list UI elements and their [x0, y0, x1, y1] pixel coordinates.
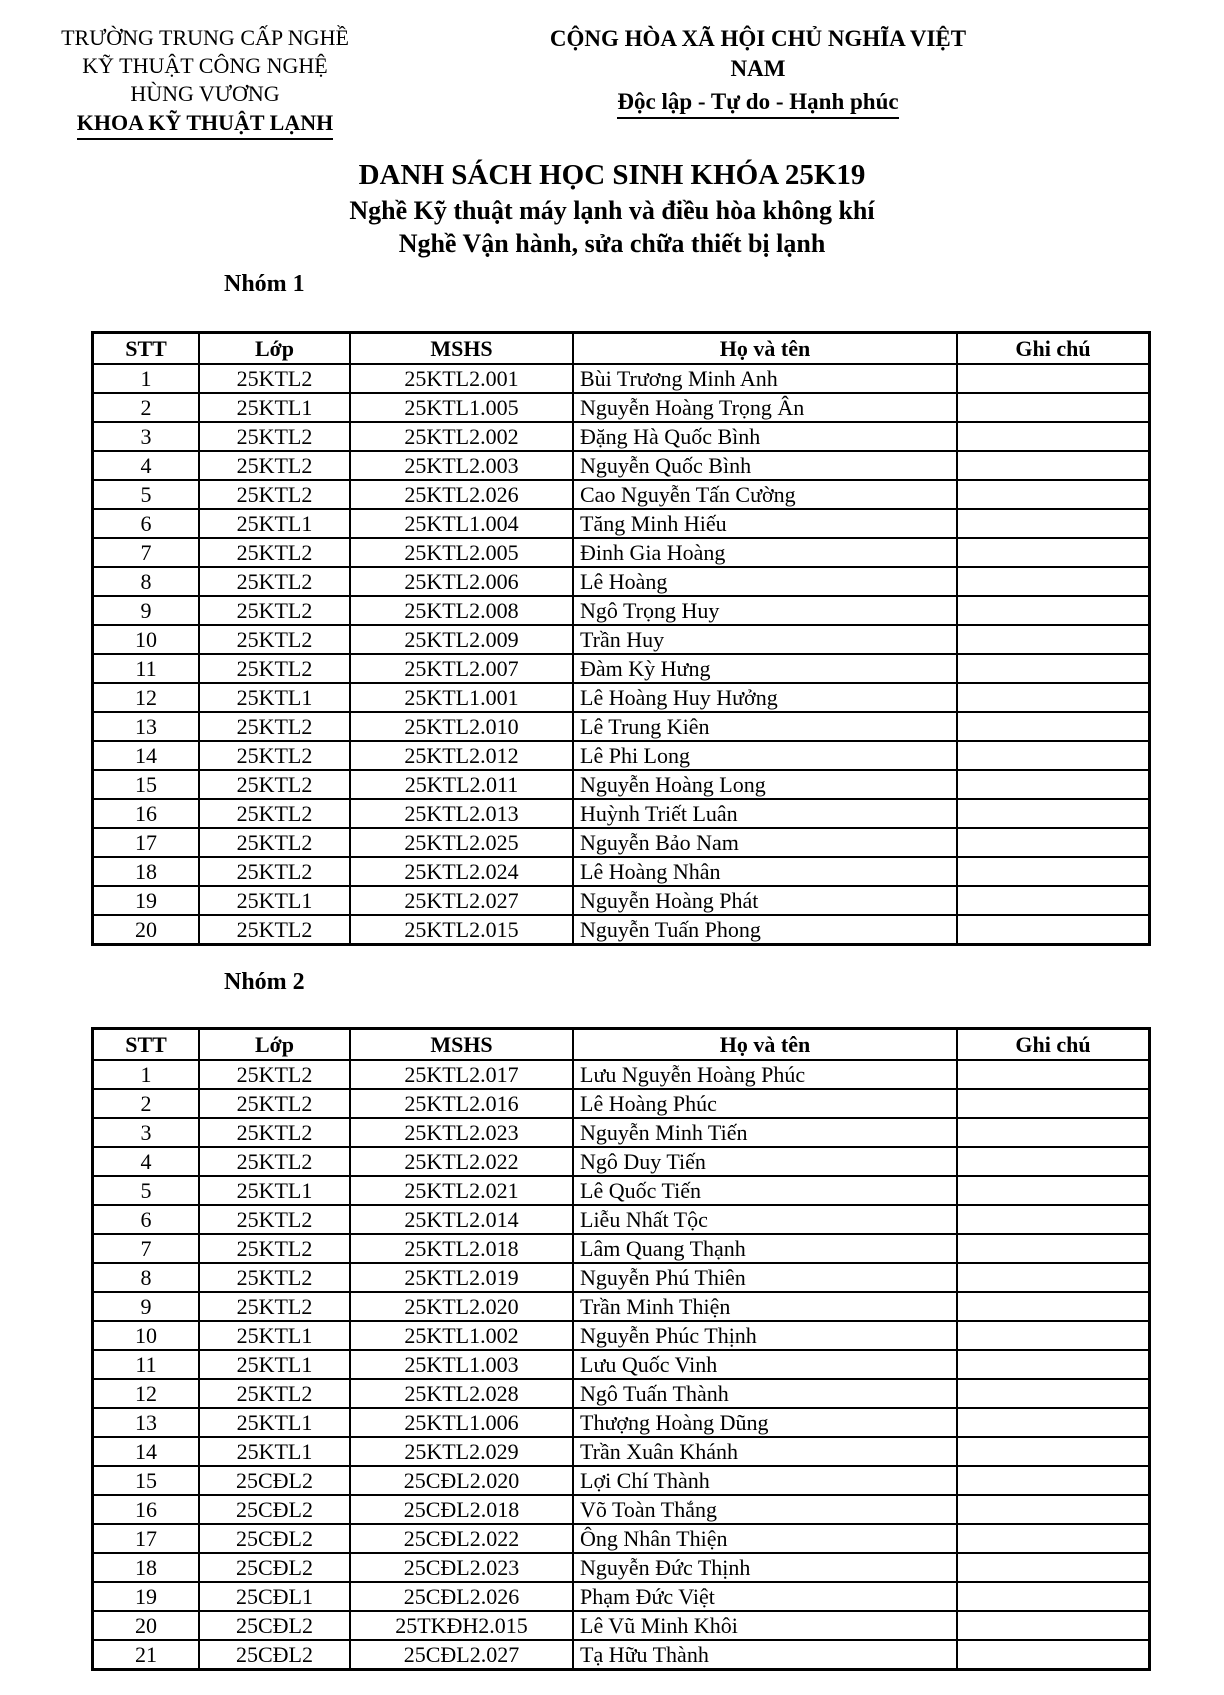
cell-student-id: 25CĐL2.023 [350, 1553, 573, 1582]
cell-note [957, 422, 1150, 451]
cell-note [957, 799, 1150, 828]
cell-stt: 19 [93, 1582, 200, 1611]
student-table-group-1 [91, 331, 1151, 946]
cell-stt: 2 [93, 393, 200, 422]
cell-student-id: 25KTL2.001 [350, 364, 573, 393]
cell-name: Lê Phi Long [573, 741, 957, 770]
column-header-note: Ghi chú [957, 1029, 1150, 1061]
cell-stt: 12 [93, 1379, 200, 1408]
cell-stt: 6 [93, 1205, 200, 1234]
table-row [93, 857, 1150, 886]
cell-note [957, 393, 1150, 422]
cell-name: Nguyễn Hoàng Trọng Ân [573, 393, 957, 422]
cell-note [957, 1553, 1150, 1582]
cell-note [957, 770, 1150, 799]
table-row [93, 1611, 1150, 1640]
cell-note [957, 915, 1150, 945]
table-row [93, 1379, 1150, 1408]
cell-stt: 1 [93, 364, 200, 393]
table-row [93, 1350, 1150, 1379]
cell-class: 25KTL1 [199, 509, 350, 538]
cell-stt: 7 [93, 538, 200, 567]
cell-class: 25KTL2 [199, 1379, 350, 1408]
cell-class: 25KTL1 [199, 1350, 350, 1379]
cell-name: Đàm Kỳ Hưng [573, 654, 957, 683]
cell-student-id: 25KTL2.026 [350, 480, 573, 509]
cell-note [957, 857, 1150, 886]
cell-stt: 5 [93, 1176, 200, 1205]
cell-class: 25KTL2 [199, 451, 350, 480]
cell-student-id: 25KTL2.029 [350, 1437, 573, 1466]
table-row [93, 451, 1150, 480]
cell-student-id: 25KTL1.006 [350, 1408, 573, 1437]
cell-note [957, 741, 1150, 770]
cell-name: Nguyễn Tuấn Phong [573, 915, 957, 945]
cell-note [957, 1263, 1150, 1292]
cell-note [957, 364, 1150, 393]
cell-class: 25KTL2 [199, 799, 350, 828]
cell-stt: 8 [93, 1263, 200, 1292]
cell-note [957, 683, 1150, 712]
cell-name: Tăng Minh Hiếu [573, 509, 957, 538]
cell-stt: 3 [93, 422, 200, 451]
table-row [93, 1292, 1150, 1321]
cell-student-id: 25KTL2.016 [350, 1089, 573, 1118]
cell-student-id: 25CĐL2.020 [350, 1466, 573, 1495]
cell-student-id: 25KTL2.006 [350, 567, 573, 596]
national-header-block [533, 24, 983, 119]
cell-class: 25KTL1 [199, 1176, 350, 1205]
cell-note [957, 1118, 1150, 1147]
cell-note [957, 567, 1150, 596]
table-row [93, 422, 1150, 451]
cell-class: 25KTL2 [199, 654, 350, 683]
table-row [93, 683, 1150, 712]
cell-class: 25KTL2 [199, 567, 350, 596]
cell-class: 25KTL1 [199, 1437, 350, 1466]
cell-name: Đinh Gia Hoàng [573, 538, 957, 567]
cell-student-id: 25CĐL2.026 [350, 1582, 573, 1611]
table-row [93, 1089, 1150, 1118]
cell-student-id: 25KTL1.001 [350, 683, 573, 712]
cell-stt: 2 [93, 1089, 200, 1118]
cell-name: Ngô Duy Tiến [573, 1147, 957, 1176]
cell-class: 25KTL2 [199, 770, 350, 799]
cell-name: Tạ Hữu Thành [573, 1640, 957, 1670]
cell-student-id: 25KTL2.024 [350, 857, 573, 886]
cell-name: Nguyễn Hoàng Long [573, 770, 957, 799]
cell-stt: 10 [93, 625, 200, 654]
cell-note [957, 1582, 1150, 1611]
cell-class: 25CĐL2 [199, 1466, 350, 1495]
column-header-class: Lớp [199, 1029, 350, 1061]
cell-class: 25KTL2 [199, 1263, 350, 1292]
cell-note [957, 1466, 1150, 1495]
cell-class: 25KTL2 [199, 538, 350, 567]
cell-student-id: 25KTL2.011 [350, 770, 573, 799]
table-row [93, 828, 1150, 857]
cell-note [957, 538, 1150, 567]
cell-student-id: 25KTL2.028 [350, 1379, 573, 1408]
cell-stt: 7 [93, 1234, 200, 1263]
table-row [93, 567, 1150, 596]
cell-name: Bùi Trương Minh Anh [573, 364, 957, 393]
cell-student-id: 25KTL1.005 [350, 393, 573, 422]
table-row [93, 596, 1150, 625]
cell-note [957, 712, 1150, 741]
cell-note [957, 828, 1150, 857]
cell-class: 25KTL2 [199, 1118, 350, 1147]
cell-note [957, 1437, 1150, 1466]
cell-note [957, 625, 1150, 654]
cell-student-id: 25KTL2.021 [350, 1176, 573, 1205]
cell-class: 25CĐL2 [199, 1553, 350, 1582]
document-subtitle-1: Nghề Kỹ thuật máy lạnh và điều hòa không khí [349, 196, 875, 225]
column-header-note: Ghi chú [957, 333, 1150, 365]
cell-stt: 3 [93, 1118, 200, 1147]
cell-student-id: 25KTL1.002 [350, 1321, 573, 1350]
cell-name: Thượng Hoàng Dũng [573, 1408, 957, 1437]
cell-class: 25KTL2 [199, 915, 350, 945]
cell-class: 25KTL2 [199, 1147, 350, 1176]
cell-name: Phạm Đức Việt [573, 1582, 957, 1611]
cell-note [957, 1350, 1150, 1379]
cell-student-id: 25KTL2.019 [350, 1263, 573, 1292]
cell-stt: 13 [93, 712, 200, 741]
cell-student-id: 25KTL2.010 [350, 712, 573, 741]
cell-stt: 11 [93, 654, 200, 683]
cell-name: Lưu Quốc Vinh [573, 1350, 957, 1379]
cell-name: Đặng Hà Quốc Bình [573, 422, 957, 451]
cell-class: 25CĐL2 [199, 1524, 350, 1553]
cell-class: 25KTL2 [199, 741, 350, 770]
table-row [93, 1524, 1150, 1553]
cell-class: 25KTL1 [199, 886, 350, 915]
cell-name: Ngô Trọng Huy [573, 596, 957, 625]
cell-note [957, 1205, 1150, 1234]
cell-class: 25KTL1 [199, 1408, 350, 1437]
school-name-line-3: HÙNG VƯƠNG [130, 81, 280, 106]
table-row [93, 770, 1150, 799]
column-header-student-id: MSHS [350, 1029, 573, 1061]
cell-stt: 8 [93, 567, 200, 596]
cell-class: 25KTL1 [199, 393, 350, 422]
cell-name: Lê Hoàng Phúc [573, 1089, 957, 1118]
table-row [93, 1437, 1150, 1466]
cell-note [957, 886, 1150, 915]
cell-note [957, 596, 1150, 625]
cell-student-id: 25KTL2.015 [350, 915, 573, 945]
cell-class: 25KTL2 [199, 596, 350, 625]
cell-note [957, 1408, 1150, 1437]
cell-student-id: 25CĐL2.027 [350, 1640, 573, 1670]
cell-name: Cao Nguyễn Tấn Cường [573, 480, 957, 509]
cell-note [957, 1292, 1150, 1321]
cell-name: Trần Xuân Khánh [573, 1437, 957, 1466]
department-name: KHOA KỸ THUẬT LẠNH [77, 109, 334, 140]
table-row [93, 1234, 1150, 1263]
cell-note [957, 1060, 1150, 1089]
cell-student-id: 25TKĐH2.015 [350, 1611, 573, 1640]
table-row [93, 364, 1150, 393]
table-row [93, 654, 1150, 683]
cell-name: Lâm Quang Thạnh [573, 1234, 957, 1263]
document-subtitle-2: Nghề Vận hành, sửa chữa thiết bị lạnh [398, 229, 826, 258]
table-row [93, 712, 1150, 741]
cell-name: Lê Quốc Tiến [573, 1176, 957, 1205]
cell-stt: 1 [93, 1060, 200, 1089]
table-row [93, 1205, 1150, 1234]
school-name-line-1: TRƯỜNG TRUNG CẤP NGHỀ [61, 25, 349, 50]
cell-student-id: 25KTL2.018 [350, 1234, 573, 1263]
table-row [93, 1147, 1150, 1176]
table-row [93, 1263, 1150, 1292]
school-name-line-2: KỸ THUẬT CÔNG NGHỆ [82, 53, 328, 78]
group-2-label: Nhóm 2 [224, 969, 305, 995]
cell-stt: 14 [93, 741, 200, 770]
cell-stt: 15 [93, 770, 200, 799]
table-row [93, 915, 1150, 945]
cell-student-id: 25KTL2.007 [350, 654, 573, 683]
column-header-class: Lớp [199, 333, 350, 365]
cell-note [957, 1089, 1150, 1118]
column-header-student-id: MSHS [350, 333, 573, 365]
cell-student-id: 25KTL1.004 [350, 509, 573, 538]
cell-student-id: 25KTL2.009 [350, 625, 573, 654]
table-row [93, 1495, 1150, 1524]
table-header-row [93, 1029, 1150, 1061]
cell-class: 25CĐL1 [199, 1582, 350, 1611]
table-row [93, 1582, 1150, 1611]
group-1-label: Nhóm 1 [224, 271, 305, 297]
cell-name: Nguyễn Phú Thiên [573, 1263, 957, 1292]
cell-class: 25KTL2 [199, 857, 350, 886]
cell-name: Lê Trung Kiên [573, 712, 957, 741]
cell-student-id: 25KTL2.020 [350, 1292, 573, 1321]
cell-class: 25KTL2 [199, 480, 350, 509]
national-motto: Độc lập - Tự do - Hạnh phúc [617, 88, 898, 119]
national-title: CỘNG HÒA XÃ HỘI CHỦ NGHĨA VIỆT NAM [549, 26, 967, 81]
cell-name: Trần Minh Thiện [573, 1292, 957, 1321]
cell-class: 25KTL1 [199, 683, 350, 712]
cell-stt: 10 [93, 1321, 200, 1350]
cell-stt: 18 [93, 1553, 200, 1582]
cell-class: 25KTL2 [199, 625, 350, 654]
cell-note [957, 509, 1150, 538]
cell-note [957, 1379, 1150, 1408]
cell-name: Lưu Nguyễn Hoàng Phúc [573, 1060, 957, 1089]
cell-note [957, 1495, 1150, 1524]
column-header-stt: STT [93, 333, 200, 365]
cell-student-id: 25KTL2.003 [350, 451, 573, 480]
table-row [93, 1466, 1150, 1495]
cell-class: 25KTL1 [199, 1321, 350, 1350]
table-row [93, 393, 1150, 422]
cell-student-id: 25CĐL2.018 [350, 1495, 573, 1524]
cell-note [957, 1640, 1150, 1670]
school-header-block [40, 24, 370, 140]
cell-class: 25KTL2 [199, 1089, 350, 1118]
cell-student-id: 25KTL2.013 [350, 799, 573, 828]
column-header-name: Họ và tên [573, 333, 957, 365]
cell-class: 25KTL2 [199, 1292, 350, 1321]
cell-note [957, 451, 1150, 480]
cell-note [957, 1524, 1150, 1553]
table-row [93, 1553, 1150, 1582]
table-row [93, 886, 1150, 915]
cell-stt: 16 [93, 799, 200, 828]
cell-stt: 21 [93, 1640, 200, 1670]
cell-name: Lê Hoàng Huy Hưởng [573, 683, 957, 712]
cell-student-id: 25KTL2.002 [350, 422, 573, 451]
cell-stt: 20 [93, 1611, 200, 1640]
cell-stt: 13 [93, 1408, 200, 1437]
cell-class: 25KTL2 [199, 712, 350, 741]
cell-class: 25KTL2 [199, 1205, 350, 1234]
cell-stt: 4 [93, 451, 200, 480]
cell-name: Liễu Nhất Tộc [573, 1205, 957, 1234]
cell-class: 25CĐL2 [199, 1611, 350, 1640]
cell-stt: 4 [93, 1147, 200, 1176]
cell-stt: 17 [93, 1524, 200, 1553]
cell-name: Ngô Tuấn Thành [573, 1379, 957, 1408]
cell-name: Nguyễn Quốc Bình [573, 451, 957, 480]
cell-student-id: 25KTL2.014 [350, 1205, 573, 1234]
cell-class: 25CĐL2 [199, 1640, 350, 1670]
cell-student-id: 25KTL2.005 [350, 538, 573, 567]
cell-name: Nguyễn Minh Tiến [573, 1118, 957, 1147]
student-table-group-2 [91, 1027, 1151, 1671]
cell-student-id: 25KTL2.012 [350, 741, 573, 770]
table-row [93, 741, 1150, 770]
cell-student-id: 25KTL2.008 [350, 596, 573, 625]
cell-name: Võ Toàn Thắng [573, 1495, 957, 1524]
table-row [93, 1408, 1150, 1437]
cell-stt: 5 [93, 480, 200, 509]
cell-name: Lợi Chí Thành [573, 1466, 957, 1495]
cell-class: 25KTL2 [199, 828, 350, 857]
table-row [93, 1176, 1150, 1205]
cell-stt: 9 [93, 1292, 200, 1321]
cell-class: 25KTL2 [199, 1060, 350, 1089]
cell-student-id: 25KTL2.027 [350, 886, 573, 915]
table-header-row [93, 333, 1150, 365]
cell-stt: 18 [93, 857, 200, 886]
table-row [93, 1060, 1150, 1089]
cell-class: 25KTL2 [199, 1234, 350, 1263]
cell-note [957, 480, 1150, 509]
table-row [93, 1640, 1150, 1670]
cell-stt: 6 [93, 509, 200, 538]
cell-stt: 9 [93, 596, 200, 625]
cell-name: Nguyễn Đức Thịnh [573, 1553, 957, 1582]
table-row [93, 1118, 1150, 1147]
table-row [93, 1321, 1150, 1350]
cell-class: 25KTL2 [199, 364, 350, 393]
cell-name: Lê Vũ Minh Khôi [573, 1611, 957, 1640]
cell-stt: 20 [93, 915, 200, 945]
table-row [93, 799, 1150, 828]
table-row [93, 625, 1150, 654]
cell-name: Huỳnh Triết Luân [573, 799, 957, 828]
cell-stt: 11 [93, 1350, 200, 1379]
cell-name: Nguyễn Bảo Nam [573, 828, 957, 857]
cell-name: Lê Hoàng Nhân [573, 857, 957, 886]
table-row [93, 509, 1150, 538]
cell-student-id: 25KTL2.022 [350, 1147, 573, 1176]
cell-note [957, 1147, 1150, 1176]
document-title: DANH SÁCH HỌC SINH KHÓA 25K19 [358, 159, 866, 191]
table-row [93, 480, 1150, 509]
cell-stt: 17 [93, 828, 200, 857]
column-header-name: Họ và tên [573, 1029, 957, 1061]
cell-name: Trần Huy [573, 625, 957, 654]
cell-name: Ông Nhân Thiện [573, 1524, 957, 1553]
cell-stt: 14 [93, 1437, 200, 1466]
cell-student-id: 25KTL2.017 [350, 1060, 573, 1089]
cell-note [957, 1611, 1150, 1640]
cell-name: Nguyễn Phúc Thịnh [573, 1321, 957, 1350]
cell-name: Lê Hoàng [573, 567, 957, 596]
cell-class: 25CĐL2 [199, 1495, 350, 1524]
cell-stt: 12 [93, 683, 200, 712]
cell-stt: 15 [93, 1466, 200, 1495]
cell-name: Nguyễn Hoàng Phát [573, 886, 957, 915]
cell-note [957, 1234, 1150, 1263]
cell-class: 25KTL2 [199, 422, 350, 451]
cell-note [957, 1321, 1150, 1350]
cell-student-id: 25KTL2.025 [350, 828, 573, 857]
cell-note [957, 1176, 1150, 1205]
cell-note [957, 654, 1150, 683]
column-header-stt: STT [93, 1029, 200, 1061]
cell-student-id: 25CĐL2.022 [350, 1524, 573, 1553]
document-title-block [0, 156, 1224, 260]
cell-student-id: 25KTL2.023 [350, 1118, 573, 1147]
table-row [93, 538, 1150, 567]
cell-stt: 16 [93, 1495, 200, 1524]
cell-student-id: 25KTL1.003 [350, 1350, 573, 1379]
cell-stt: 19 [93, 886, 200, 915]
